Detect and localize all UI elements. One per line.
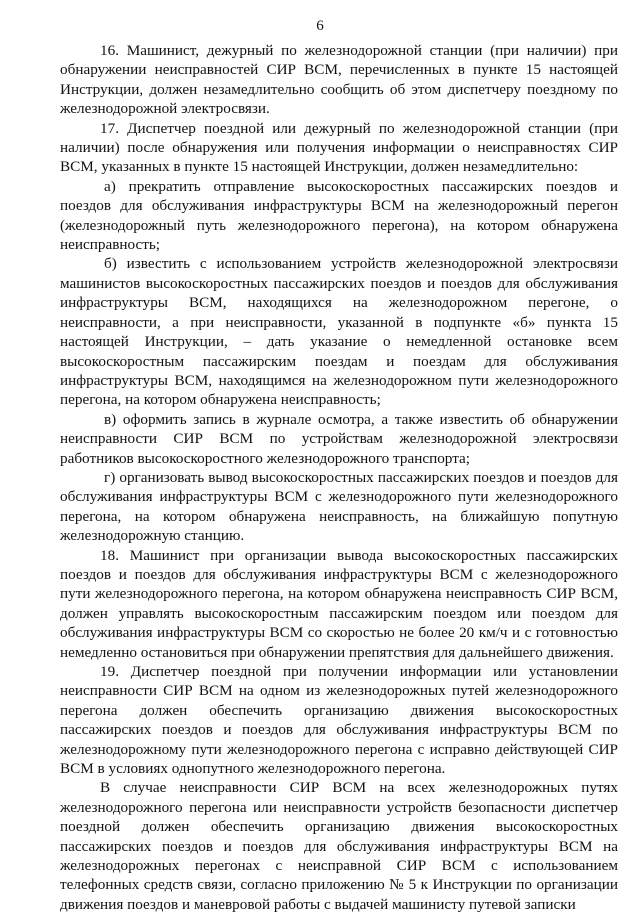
subparagraph-17v: в) оформить запись в журнале осмотра, а также известить об обнаружении неисправности СИР ВСМ по устройствам железнодорожной электросвязи работников высокоскоростного железнодорожного транспорта; [60, 410, 618, 467]
paragraph-19-continued: В случае неисправности СИР ВСМ на всех железнодорожных путях железнодорожного перегона или неисправности устройств безопасности диспетчер поездной должен обеспечить организацию движения высокоскоростных пассажирских поездов и поездов для обслуживания инфраструктуры ВСМ на железнодорожных перегонах с неисправной СИР ВСМ с использованием телефонных средств связи, согласно приложению № 5 к Инструкции по организации движения поездов и маневровой работы с выдачей машинисту путевой записки [60, 779, 618, 913]
paragraph-18: 18. Машинист при организации вывода высокоскоростных пассажирских поездов и поездов для обслуживания инфраструктуры ВСМ с железнодорожного пути железнодорожного перегона, на котором обнаружена неисправность СИР ВСМ, должен управлять высокоскоростным пассажирским поездом или поездом для обслуживания инфраструктуры ВСМ со скоростью не более 20 км/ч и с готовностью немедленно остановиться при обнаружении препятствия для дальнейшего движения. [60, 546, 618, 661]
page-number: 6 [316, 18, 324, 34]
document-body [60, 41, 618, 914]
subparagraph-17a: а) прекратить отправление высокоскоростных пассажирских поездов и поездов для обслуживания инфраструктуры ВСМ на железнодорожный перегон (железнодорожный путь железнодорожного перегона), на котором обнаружена неисправность; [60, 177, 618, 254]
subparagraph-17b: б) известить с использованием устройств железнодорожной электросвязи машинистов высокоскоростных пассажирских поездов и поездов для обслуживания инфраструктуры ВСМ, находящихся на железнодорожном перегоне, о неисправности, а при неисправности, указанной в подпункте «б» пункта 15 настоящей Инструкции, – дать указание о немедленной остановке всем высокоскоростным пассажирским поездам и поездам для обслуживания инфраструктуры ВСМ, находящимся на железнодорожном пути железнодорожного перегона, на котором обнаружена неисправность; [60, 255, 618, 409]
paragraph-19: 19. Диспетчер поездной при получении информации или установлении неисправности СИР ВСМ на одном из железнодорожных путей железнодорожного перегона должен обеспечить организацию движения высокоскоростных пассажирских поездов и поездов для обслуживания инфраструктуры ВСМ по железнодорожному пути железнодорожного перегона с исправно действующей СИР ВСМ в условиях однопутного железнодорожного перегона. [60, 663, 618, 778]
paragraph-17: 17. Диспетчер поездной или дежурный по железнодорожной станции (при наличии) после обнаружения или получения информации о неисправностях СИР ВСМ, указанных в пункте 15 настоящей Инструкции, должен незамедлительно: [60, 119, 618, 176]
subparagraph-17g: г) организовать вывод высокоскоростных пассажирских поездов и поездов для обслуживания инфраструктуры ВСМ с железнодорожного пути железнодорожного перегона, на котором обнаружена неисправность, на ближайшую попутную железнодорожную станцию. [60, 468, 618, 545]
paragraph-16: 16. Машинист, дежурный по железнодорожной станции (при наличии) при обнаружении неисправностей СИР ВСМ, перечисленных в пункте 15 настоящей Инструкции, должен незамедлительно сообщить об этом диспетчеру поездному по железнодорожной электросвязи. [60, 42, 618, 118]
